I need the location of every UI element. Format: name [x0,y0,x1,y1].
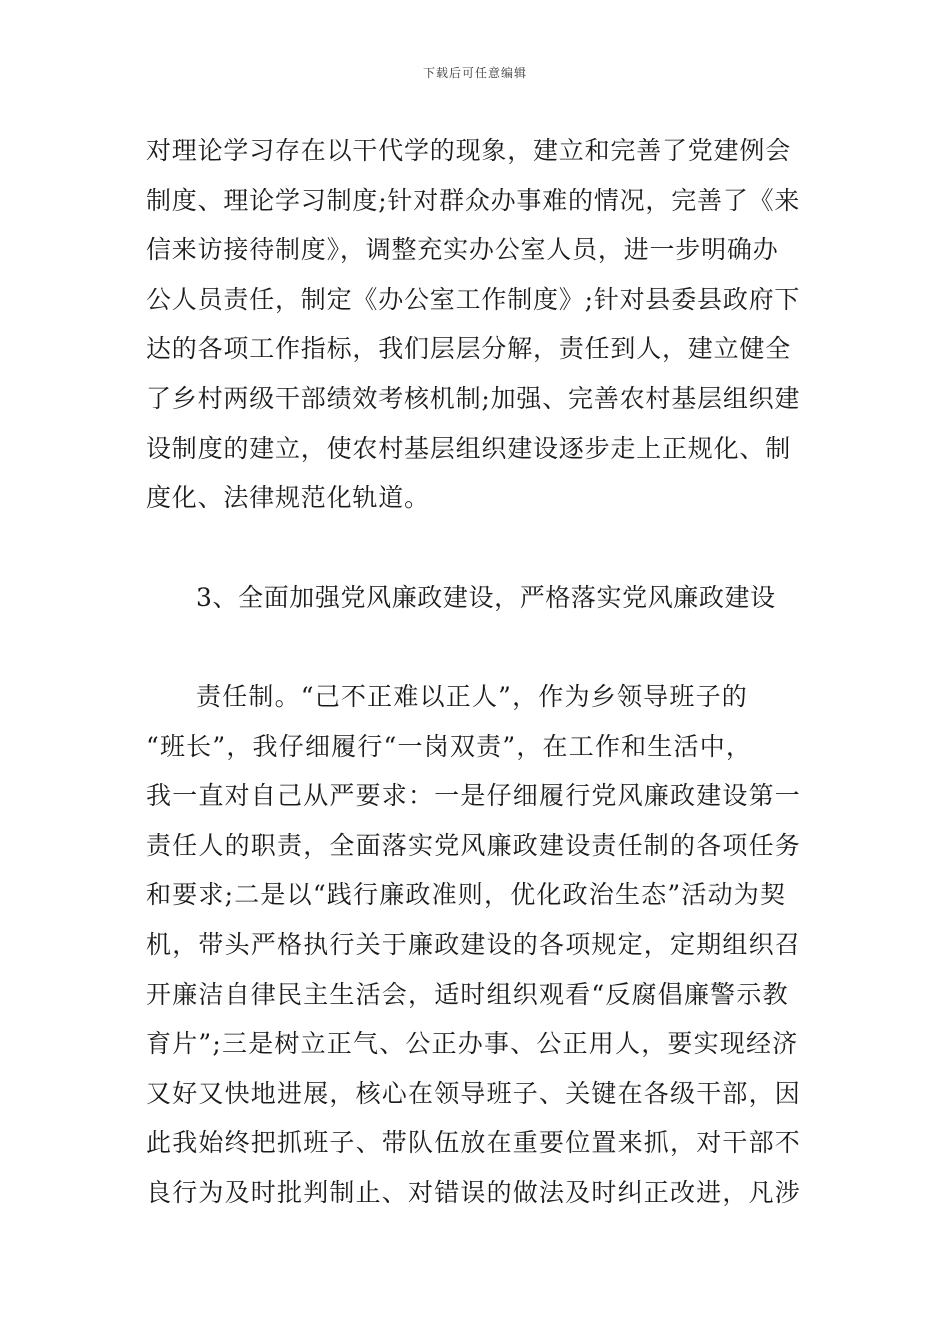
paragraph-line: 设制度的建立，使农村基层组织建设逐步走上正规化、制 [146,433,792,463]
section-heading: 3、全面加强党风廉政建设，严格落实党风廉政建设 [196,583,776,612]
paragraph-line: 此我始终把抓班子、带队伍放在重要位置来抓，对干部不 [146,1128,802,1158]
paragraph-line: 机，带头严格执行关于廉政建设的各项规定，定期组织召 [146,929,802,959]
page-header: 下载后可任意编辑 [422,66,527,80]
paragraph-line: 对理论学习存在以干代学的现象，建立和完善了党建例会 [146,136,792,165]
paragraph-line: 开廉洁自律民主生活会，适时组织观看“反腐倡廉警示教 [146,979,789,1009]
paragraph-line: 达的各项工作指标，我们层层分解，责任到人，建立健全 [146,334,792,364]
paragraph-line: 我一直对自己从严要求：一是仔细履行党风廉政建设第一 [146,781,802,811]
paragraph-integrity-responsibility [146,672,808,1218]
paragraph-line: 公人员责任，制定《办公室工作制度》;针对县委县政府下 [146,284,801,314]
paragraph-line: 良行为及时批判制止、对错误的做法及时纠正改进，凡涉 [146,1177,802,1207]
paragraph-line: 了乡村两级干部绩效考核机制;加强、完善农村基层组织建 [146,383,801,413]
paragraph-line: 责任制。“己不正难以正人”，作为乡领导班子的 [196,682,748,711]
paragraph-line: 制度、理论学习制度;针对群众办事难的情况，完善了《来 [146,185,801,215]
paragraph-line: 又好又快地进展，核心在领导班子、关键在各级干部，因 [146,1078,802,1108]
paragraph-line: 育片”;三是树立正气、公正办事、公正用人，要实现经济 [146,1029,799,1059]
paragraph-line: 责任人的职责，全面落实党风廉政建设责任制的各项任务 [146,830,802,860]
paragraph-line: 度化、法律规范化轨道。 [146,483,430,513]
paragraph-institution-building [146,126,808,523]
paragraph-line: 和要求;二是以“践行廉政准则，优化政治生态”活动为契 [146,880,787,910]
paragraph-line: “班长”，我仔细履行“一岗双责”，在工作和生活中， [146,731,753,761]
paragraph-line: 信来访接待制度》，调整充实办公室人员，进一步明确办 [146,235,779,265]
